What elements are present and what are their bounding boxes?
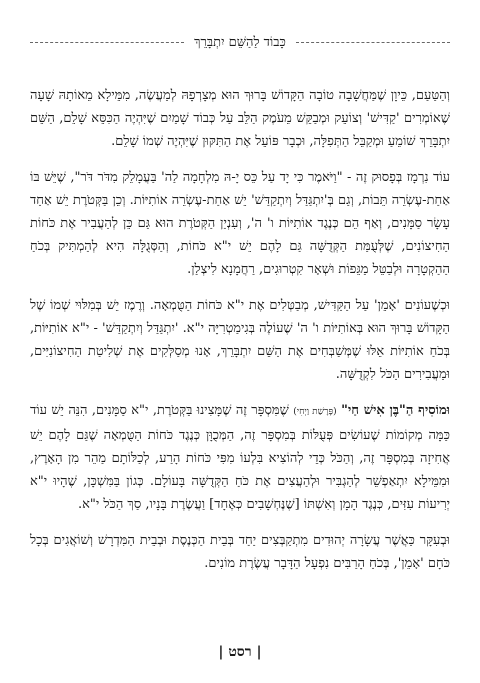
header-divider-left (30, 42, 184, 43)
header-title: כָּבוֹד לַהַשֵּׁם יִתְבָּרֵךְ (194, 35, 286, 50)
paragraph-3: וּכְשֶׁעוֹנִים 'אָמֵן' עַל הַקַּדִּישׁ, מְבַטְּלִים אֶת י"א כֹּחוֹת הַטֻּמְאָה. וְרֶמֶז יֵשׁ בְּמִלּוּי שְׁמוֹ שֶׁל הַקָּדוֹשׁ בָּרוּךְ הוּא בְּאוֹתִיּוֹת ו' ה' שֶׁעוֹלֶה בְּגִימַטְרִיָּה י"א. 'יִתְגַּדַּל וְיִתְקַדַּשׁ' - י"א אוֹתִיּוֹת, בְּכֹחַ אוֹתִיּוֹת אֵלּוּ שֶׁמְּשַׁבְּחִים אֶת הַשֵּׁם יִתְבָּרֵךְ, אָנוּ מְסַלְּקִים אֶת שְׁלִיטַת הַחִיצוֹנִיִּים, וּמַעֲבִירִים הַכֹּל לִקְדֻשָּׁה. (30, 298, 450, 382)
paragraph-4 (30, 399, 450, 516)
running-header (30, 34, 450, 50)
header-divider-right (296, 42, 450, 43)
paragraph-4-body: שֶׁמִּסְפָּר זֶה שֶׁמָּצִינוּ בַּקְּטֹרֶת, י"א סַמָּנִים, הִנֵּה יֵשׁ עוֹד כַּמָּה מְקוֹמוֹת שֶׁעוֹשִׂים פְּעֻלּוֹת בְּמִסְפָּר זֶה, הַמְּכֻוָּן כְּנֶגֶד כֹּחוֹת הַטֻּמְאָה שֶׁגַּם לָהֶם יֵשׁ אֲחִיזָה בְּמִסְפָּר זֶה, וְהַכֹּל כְּדֵי לְהוֹצִיא בִּלְעוֹ מִפִּי כֹּחוֹת הָרַע, לְכַלּוֹתָם מַהֵר מִן הָאָרֶץ, וּמִמֵּילָא יִתְאַפְשֵׁר לְהַגְבִּיר וּלְהַעֲצִים אֶת כֹּחַ הַקְּדֻשָּׁה בָּעוֹלָם. כְּגוֹן בַּמִּשְׁכָּן, שֶׁהָיוּ י"א יְרִיעוֹת עִזִּים, כְּנֶגֶד הָמָן וְאִשְׁתּוֹ [שֶׁנֶּחְשָׁבִים כְּאֶחָד] וַעֲשֶׂרֶת בָּנָיו, סַךְ הַכֹּל י"א. (30, 403, 450, 512)
page-number: | רסט | (218, 644, 262, 660)
body-text (30, 84, 450, 588)
paragraph-4-lead: וּמוֹסִיף הַ"בֶּן אִישׁ חַי" (341, 403, 450, 418)
source-reference: (פָּרָשַׁת וַיְחִי) (293, 407, 337, 417)
paragraph-1: וְהַטַּעַם, כֵּיוָן שֶׁמַּחֲשָׁבָה טוֹבָה הַקָּדוֹשׁ בָּרוּךְ הוּא מְצָרְפָהּ לְמַעֲשֶׂה, מִמֵּילָא מֵאוֹתָהּ שָׁעָה שֶׁאוֹמְרִים 'קַדִּישׁ' וְצוֹעֵק וּמְבַקֵּשׁ מֵעֹמֶק הַלֵּב עַל כְּבוֹד שָׁמַיִם שֶׁיִּהְיֶה הַכִּסֵּא שָׁלֵם, הַשֵּׁם יִתְבָּרֵךְ שׁוֹמֵעַ וּמְקַבֵּל הַתְּפִלָּה, וּכְבָר פּוֹעֵל אֶת הַתִּקּוּן שֶׁיִּהְיֶה שְׁמוֹ שָׁלֵם. (30, 88, 450, 149)
paragraph-5: וּבְעִקָּר כַּאֲשֶׁר עֲשָׂרָה יְהוּדִים מִתְקַבְּצִים יַחַד בְּבֵית הַכְּנֶסֶת וּבְבֵית הַמִּדְרָשׁ וְשׁוֹאֲגִים בְּכָל כֹּחָם 'אָמֵן', בְּכֹחַ הָרַבִּים נִפְעָל הַדָּבָר עֲשֶׂרֶת מוֹנִים. (30, 533, 450, 571)
paragraph-2: עוֹד נִרְמָז בְּפָסוּק זֶה - "וַיֹּאמֶר כִּי יָד עַל כֵּס יָ-הּ מִלְחָמָה לַה' בַּעֲמָלֵק מִדֹּר דֹּר", שֶׁיֵּשׁ בּוֹ אַחַת-עֶשְׂרֵה תֵּבוֹת, וְגַם בְּ'יִתְגַּדַּל וְיִתְקַדַּשׁ' יֵשׁ אַחַת-עֶשְׂרֵה אוֹתִיּוֹת. וְכֵן בַּקְּטֹרֶת יֵשׁ אַחַד עָשָׂר סַמָּנִים, וְאַף הֵם כְּנֶגֶד אוֹתִיּוֹת ו' ה', וְעִנְיַן הַקְּטֹרֶת הוּא גַּם כֵּן לְהַעֲבִיר אֶת כֹּחוֹת הַחִיצוֹנִים, שֶׁלְּעֻמַּת הַקְּדֻשָּׁה גַּם לָהֶם יֵשׁ י"א כֹּחוֹת, וְהַסְּגֻלָּה הִיא לְהַמְתִּיק בְּכֹחַ הַהַקְטָרָה וּלְבַטֵּל מַגֵּפוֹת וּשְׁאָר קִטְרוּגִים, רַחֲמָנָא לִיצְלַן. (30, 170, 450, 277)
book-page (30, 0, 450, 683)
